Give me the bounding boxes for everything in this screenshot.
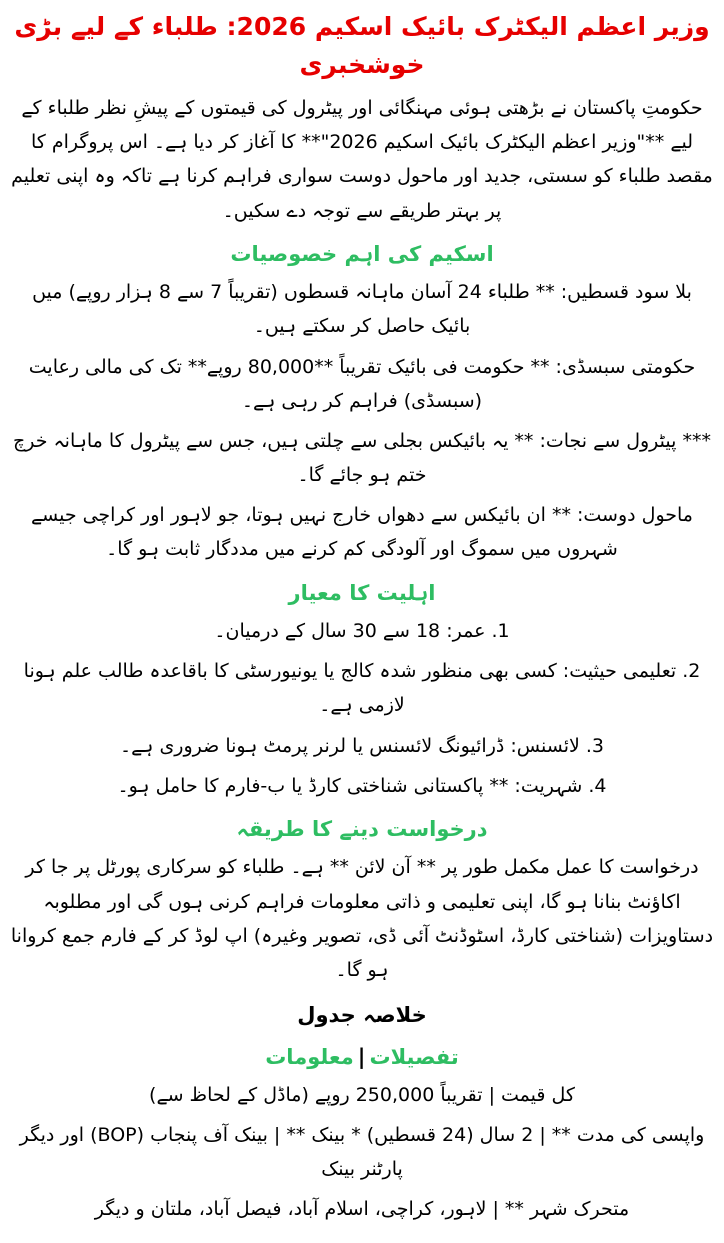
- eligibility-item-license: 3. لائسنس: ڈرائیونگ لائسنس یا لرنر پرمٹ ہونا ضروری ہے۔: [120, 734, 604, 757]
- eligibility-item-education: 2. تعلیمی حیثیت: کسی بھی منظور شدہ کالج یا یونیورسٹی کا باقاعدہ طالب علم ہونا لازمی ہے۔: [23, 660, 701, 717]
- summary-row-repayment-bank: واپسی کی مدت ** | 2 سال (24 قسطیں) * بینک ** | بینک آف پنجاب (BOP) اور دیگر پارٹنر بینک: [19, 1124, 705, 1181]
- features-heading: اسکیم کی اہم خصوصیات: [230, 241, 494, 266]
- summary-row-active-cities: متحرک شہر ** | لاہور، کراچی، اسلام آباد، فیصل آباد، ملتان و دیگر: [94, 1198, 630, 1221]
- application-method-heading: درخواست دینے کا طریقہ: [236, 816, 488, 841]
- feature-item-no-petrol: *** پیٹرول سے نجات: ** یہ بائیکس بجلی سے چلتی ہیں، جس سے پیٹرول کا ماہانہ خرچ ختم ہو جائے گا۔: [13, 429, 711, 487]
- summary-table-heading: خلاصہ جدول: [297, 1003, 427, 1028]
- application-method-paragraph: درخواست کا عمل مکمل طور پر ** آن لائن ** ہے۔ طلباء کو سرکاری پورٹل پر جا کر اکاؤنٹ بنانا ہو گا، اپنی تعلیمی و ذاتی معلومات فراہم کرنی ہوں گی اور مطلوبہ دستاویزات (شناختی کارڈ، اسٹوڈنٹ آئی ڈی، تصویر وغیرہ) اپ لوڈ کر کے فارم جمع کروانا ہو گا۔: [10, 856, 714, 981]
- summary-column-separator: |: [357, 1044, 366, 1069]
- eligibility-heading: اہلیت کا معیار: [288, 580, 436, 605]
- eligibility-item-age: 1. عمر: 18 سے 30 سال کے درمیان۔: [214, 620, 510, 643]
- intro-paragraph: حکومتِ پاکستان نے بڑھتی ہوئی مہنگائی اور پیٹرول کی قیمتوں کے پیشِ نظر طلباء کے لیے **"وزیر اعظم الیکٹرک بائیک اسکیم 2026"** کا آغاز کر دیا ہے۔ اس پروگرام کا مقصد طلباء کو سستی، جدید اور ماحول دوست سواری فراہم کرنا ہے تاکہ وہ اپنی تعلیم پر بہتر طریقے سے توجہ دے سکیں۔: [11, 97, 713, 222]
- feature-item-eco-friendly: ماحول دوست: ** ان بائیکس سے دھواں خارج نہیں ہوتا، جو لاہور اور کراچی جیسے شہروں میں سموگ اور آلودگی کم کرنے میں مددگار ثابت ہو گا۔: [31, 504, 693, 561]
- summary-columns-heading: [10, 1043, 714, 1072]
- feature-item-subsidy: حکومتی سبسڈی: ** حکومت فی بائیک تقریباً **80,000 روپے** تک کی مالی رعایت (سبسڈی) فراہم کر رہی ہے۔: [28, 355, 696, 412]
- article-title: وزیر اعظم الیکٹرک بائیک اسکیم 2026: طلباء کے لیے بڑی خوشخبری: [14, 12, 710, 79]
- summary-column-information: معلومات: [265, 1044, 354, 1069]
- summary-row-total-price: کل قیمت | تقریباً 250,000 روپے (ماڈل کے لحاظ سے): [149, 1083, 575, 1106]
- summary-column-details: تفصیلات: [369, 1044, 459, 1069]
- feature-item-installments: بلا سود قسطیں: ** طلباء 24 آسان ماہانہ قسطوں (تقریباً 7 سے 8 ہزار روپے) میں بائیک حاصل کر سکتے ہیں۔: [32, 281, 692, 338]
- eligibility-item-citizenship: 4. شہریت: ** پاکستانی شناختی کارڈ یا ب-فارم کا حامل ہو۔: [117, 774, 607, 797]
